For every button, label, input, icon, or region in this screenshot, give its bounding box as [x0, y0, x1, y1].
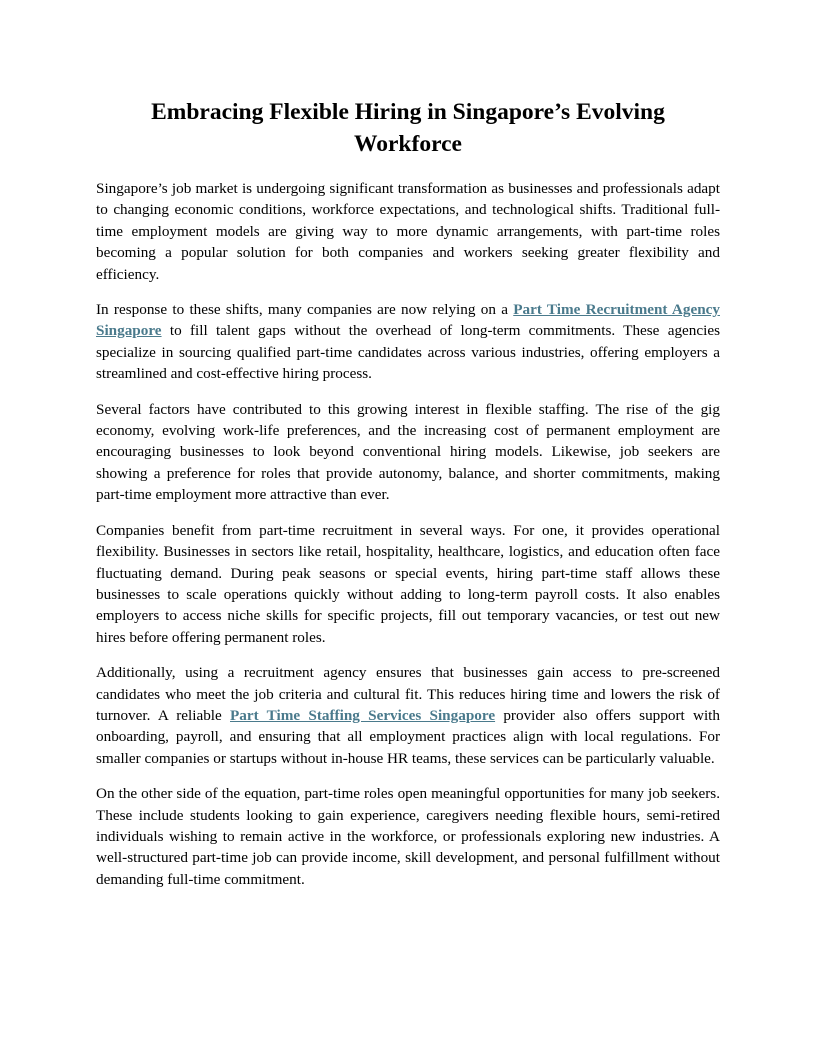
- paragraph-company-benefits: Companies benefit from part-time recruitment in several ways. For one, it provides operational flexibility. Businesses in sectors like retail, hospitality, healthcare, logistics, and education often face fluctuating demand. During peak seasons or special events, hiring part-time staff allows these businesses to scale operations quickly without adding to long-term payroll costs. It also enables employers to access niche skills for specific projects, fill out temporary vacancies, or test out new hires before offering permanent roles.: [96, 521, 720, 646]
- paragraph-growth-factors: Several factors have contributed to this growing interest in flexible staffing. The rise of the gig economy, evolving work-life preferences, and the increasing cost of permanent employment are encouraging businesses to look beyond conventional hiring models. Likewise, job seekers are showing a preference for roles that provide autonomy, balance, and shorter commitments, making part-time employment more attractive than ever.: [96, 400, 720, 504]
- paragraph-text: provider also offers support with onboarding, payroll, and ensuring that all employment practices align with local regulations. For smaller companies or startups without in-house HR teams, these services can be particularly valuable.: [96, 706, 720, 767]
- paragraph-agency-advantages: [96, 662, 720, 769]
- paragraph-intro: Singapore’s job market is undergoing significant transformation as businesses and professionals adapt to changing economic conditions, workforce expectations, and technological shifts. Traditional full-time employment models are giving way to more dynamic arrangements, with part-time roles becoming a popular solution for both companies and workers seeking greater flexibility and efficiency.: [96, 180, 720, 283]
- part-time-recruitment-agency-link[interactable]: Part Time Recruitment Agency Singapore: [96, 301, 720, 340]
- paragraph-recruitment-agency: [96, 299, 720, 385]
- document-title: Embracing Flexible Hiring in Singapore’s Evolving Workforce: [151, 99, 665, 157]
- paragraph-text: to fill talent gaps without the overhead of long-term commitments. These agencies specialize in sourcing qualified part-time candidates across various industries, offering employers a streamlined and cost-effective hiring process.: [96, 322, 720, 383]
- paragraph-text: Additionally, using a recruitment agency ensures that businesses gain access to pre-screened candidates who meet the job criteria and cultural fit. This reduces hiring time and lowers the risk of turnover. A reliable: [96, 664, 720, 724]
- part-time-staffing-services-link[interactable]: Part Time Staffing Services Singapore: [230, 706, 496, 724]
- paragraph-text: In response to these shifts, many companies are now relying on a: [96, 301, 514, 319]
- document-page: [96, 96, 720, 904]
- paragraph-job-seekers: On the other side of the equation, part-time roles open meaningful opportunities for many job seekers. These include students looking to gain experience, caregivers needing flexible hours, semi-retired individuals wishing to remain active in the workforce, or professionals exploring new industries. A well-structured part-time job can provide income, skill development, and personal fulfillment without demanding full-time commitment.: [96, 785, 720, 888]
